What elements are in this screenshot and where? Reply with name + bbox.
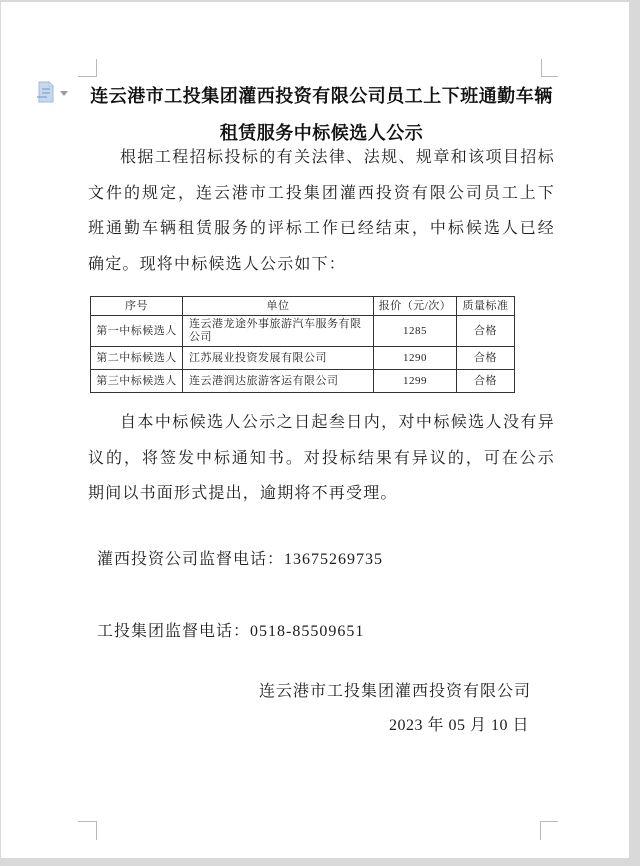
header-unit: 单位 [183, 297, 374, 316]
supervision-phone-gongtou: 工投集团监督电话：0518-85509651 [97, 623, 365, 640]
cell-seq: 第三中标候选人 [91, 370, 183, 393]
table-row [91, 316, 515, 347]
margin-crop-mark-top-right [541, 59, 558, 77]
cell-price: 1290 [374, 347, 457, 370]
clipboard-paste-icon [36, 81, 56, 103]
paragraph-line: 确定。现将中标候选人公示如下： [88, 255, 347, 273]
cell-price: 1285 [374, 316, 457, 347]
signature-company: 连云港市工投集团灌西投资有限公司 [258, 683, 531, 700]
title-line-2: 租赁服务中标候选人公示 [219, 123, 424, 143]
header-seq: 序号 [91, 297, 183, 316]
signature-date: 2023 年 05 月 10 日 [388, 717, 529, 734]
cell-price: 1299 [374, 370, 457, 393]
margin-crop-mark-bottom-right [540, 821, 558, 840]
table-row [91, 347, 515, 370]
paragraph-intro [88, 140, 555, 282]
header-quality: 质量标准 [457, 297, 515, 316]
supervision-phone-guanxi: 灌西投资公司监督电话：13675269735 [97, 551, 384, 568]
cell-quality: 合格 [457, 370, 515, 393]
cell-unit: 连云港润达旅游客运有限公司 [183, 370, 374, 393]
cell-quality: 合格 [457, 347, 515, 370]
table-row [91, 370, 515, 393]
paste-options-button[interactable] [36, 81, 68, 103]
margin-crop-mark-top-left [78, 59, 97, 77]
paragraph-line: 期间以书面形式提出，逾期将不再受理。 [88, 485, 398, 502]
title-line-1: 连云港市工投集团灌西投资有限公司员工上下班通勤车辆 [90, 86, 553, 106]
bid-candidates-table [90, 296, 515, 393]
cell-seq: 第二中标候选人 [91, 347, 183, 370]
cell-unit: 江苏展业投资发展有限公司 [183, 347, 374, 370]
cell-unit: 连云港龙途外事旅游汽车服务有限公司 [183, 316, 374, 347]
paragraph-line: 文件的规定，连云港市工投集团灌西投资有限公司员工上下 [88, 184, 555, 202]
paragraph-objection [88, 405, 555, 512]
paragraph-line: 自本中标候选人公示之日起叁日内，对中标候选人没有异 [120, 414, 555, 431]
table-header-row [91, 297, 515, 316]
cell-seq: 第一中标候选人 [91, 316, 183, 347]
cell-quality: 合格 [457, 316, 515, 347]
chevron-down-icon[interactable] [60, 91, 68, 96]
paragraph-line: 根据工程招标投标的有关法律、法规、规章和该项目招标 [120, 149, 555, 166]
margin-crop-mark-bottom-left [78, 821, 97, 840]
paragraph-line: 议的，将签发中标通知书。对投标结果有异议的，可在公示 [88, 449, 555, 467]
header-price: 报价（元/次） [374, 297, 457, 316]
paragraph-line: 班通勤车辆租赁服务的评标工作已经结束，中标候选人已经 [88, 220, 555, 237]
